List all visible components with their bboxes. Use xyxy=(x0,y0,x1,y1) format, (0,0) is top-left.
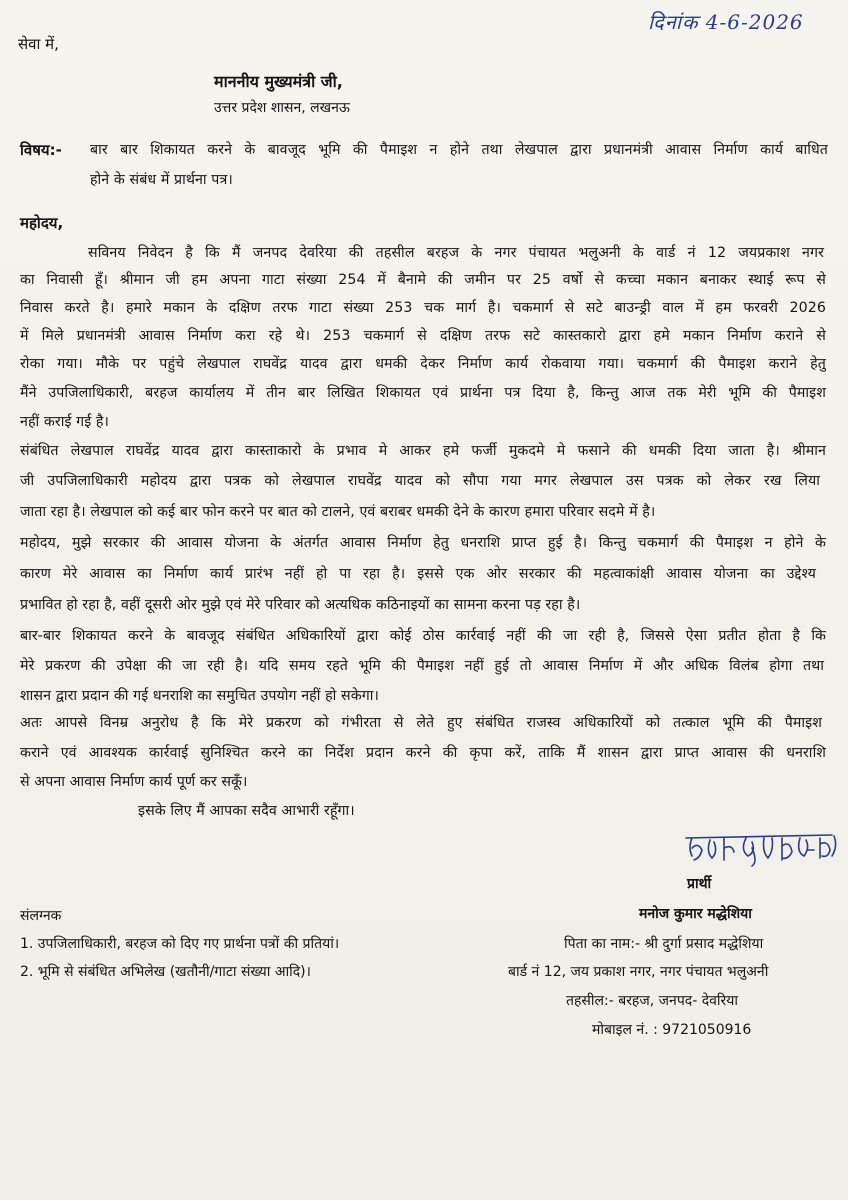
body-line: इसके लिए मैं आपका सदैव आभारी रहूँगा। xyxy=(138,803,355,819)
enclosures-label: संलग्नक xyxy=(20,908,62,924)
body-line: अतः आपसे विनम्र अनुरोध है कि मेरे प्रकरण को गंभीरता से लेते हुए संबंधित राजस्व अधिकारियों को तत्काल भूमि की पैमाइश xyxy=(20,715,822,731)
body-line: महोदय, मुझे सरकार की आवास योजना के अंतर्गत आवास निर्माण हेतु धनराशि प्राप्त हुई है। किन्तु चकमार्ग की पैमाइश न होने के xyxy=(20,535,826,551)
subject-line-2: होने के संबंध में प्रार्थना पत्र। xyxy=(90,172,233,188)
body-line: का निवासी हूँ। श्रीमान जी हम अपना गाटा संख्या 254 में बैनामे की जमीन पर 25 वर्षो से कच्चा मकान बनाकर स्थाई रूप से xyxy=(20,272,826,288)
date-handwritten: दिनांक 4-6-2026 xyxy=(648,10,804,34)
body-line: नहीं कराई गई है। xyxy=(20,414,110,430)
body-line: रोका गया। मौके पर पहुंचे लेखपाल राघवेंद्र यादव द्वारा धमकी देकर निर्माण कार्य रोकवाया गया। चकमार्ग की पैमाइश कराने हेतु xyxy=(20,356,826,372)
enclosure-item: 1. उपजिलाधिकारी, बरहज को दिए गए प्रार्थना पत्रों की प्रतियां। xyxy=(20,936,340,952)
enclosure-item: 2. भूमि से संबंधित अभिलेख (खतौनी/गाटा संख्या आदि)। xyxy=(20,964,311,980)
body-line: निवास करते है। हमारे मकान के दक्षिण तरफ गाटा संख्या 253 चक मार्ग है। चकमार्ग से सटे बाउन्ड्री वाल में हम फरवरी 2026 xyxy=(20,300,826,316)
body-line: संबंधित लेखपाल राघवेंद्र यादव द्वारा कास्ताकारो के प्रभाव मे आकर हमे फर्जी मुकदमे मे फसाने की धमकी दिया जाता है। श्रीमान xyxy=(20,443,826,459)
body-line: बार-बार शिकायत करने के बावजूद संबंधित अधिकारियों द्वारा कोई ठोस कार्रवाई नहीं की जा रही है, जिससे ऐसा प्रतीत होता है कि xyxy=(20,628,826,644)
subject-line-1: बार बार शिकायत करने के बावजूद भूमि की पैमाइश न होने तथा लेखपाल द्वारा प्रधानमंत्री आवास निर्माण कार्य बाधित xyxy=(90,142,828,158)
applicant-mobile: मोबाइल नं. : 9721050916 xyxy=(592,1022,752,1038)
body-line: जाता रहा है। लेखपाल को कई बार फोन करने पर बात को टालने, एवं बराबर धमकी देने के कारण हमारा परिवार सदमे में है। xyxy=(20,504,656,520)
body-line: कारण मेरे आवास का निर्माण कार्य प्रारंभ नहीं हो पा रहा है। इससे एक ओर सरकार की महत्वाकांक्षी आवास योजना का उद्देश्य xyxy=(20,566,816,582)
greeting: महोदय, xyxy=(20,214,64,232)
applicant-address: बार्ड नं 12, जय प्रकाश नगर, नगर पंचायत भलुअनी xyxy=(508,964,769,980)
applicant-tehsil: तहसील:- बरहज, जनपद- देवरिया xyxy=(566,993,739,1009)
applicant-name: मनोज कुमार मद्धेशिया xyxy=(639,906,752,922)
salutation: सेवा में, xyxy=(18,35,59,53)
recipient-name: माननीय मुख्यमंत्री जी, xyxy=(214,72,343,91)
body-line: सविनय निवेदन है कि मैं जनपद देवरिया की तहसील बरहज के नगर पंचायत भलुअनी के वार्ड नं 12 जयप्रकाश नगर xyxy=(88,245,824,261)
handwritten-signature xyxy=(682,826,842,872)
body-line: जी उपजिलाधिकारी महोदय द्वारा पत्रक को लेखपाल राघवेंद्र यादव को सौपा गया मगर लेखपाल उस पत्रक को लेकर रख लिया xyxy=(20,473,820,489)
subject-label: विषय:- xyxy=(20,141,62,159)
body-line: शासन द्वारा प्रदान की गई धनराशि का समुचित उपयोग नहीं हो सकेगा। xyxy=(20,688,379,704)
body-line: से अपना आवास निर्माण कार्य पूर्ण कर सकूँ। xyxy=(20,774,248,790)
body-line: मेरे प्रकरण की उपेक्षा की जा रही है। यदि समय रहते भूमि की पैमाइश नहीं हुई तो आवास निर्माण में और अधिक विलंब होगा तथा xyxy=(20,658,824,674)
closing-label: प्रार्थी xyxy=(687,876,712,892)
body-line: कराने एवं आवश्यक कार्रवाई सुनिश्चित करने का निर्देश प्रदान करने की कृपा करें, ताकि मैं शासन द्वारा प्राप्त आवास की धनराशि xyxy=(20,745,826,761)
body-line: मैंने उपजिलाधिकारी, बरहज कार्यालय में तीन बार लिखित शिकायत एवं प्रार्थना पत्र दिया है, किन्तु आज तक मेरी भूमि की पैमाइश xyxy=(20,385,826,401)
applicant-father: पिता का नाम:- श्री दुर्गा प्रसाद मद्धेशिया xyxy=(564,936,764,952)
recipient-office: उत्तर प्रदेश शासन, लखनऊ xyxy=(214,100,350,116)
body-line: प्रभावित हो रहा है, वहीं दूसरी ओर मुझे एवं मेरे परिवार को अत्यधिक कठिनाइयों का सामना करना पड़ रहा है। xyxy=(20,597,581,613)
body-line: में मिले प्रधानमंत्री आवास निर्माण करा रहे थे। 253 चकमार्ग से दक्षिण तरफ सटे कास्तकारो द्वारा हमे मकान निर्माण कराने से xyxy=(20,328,826,344)
